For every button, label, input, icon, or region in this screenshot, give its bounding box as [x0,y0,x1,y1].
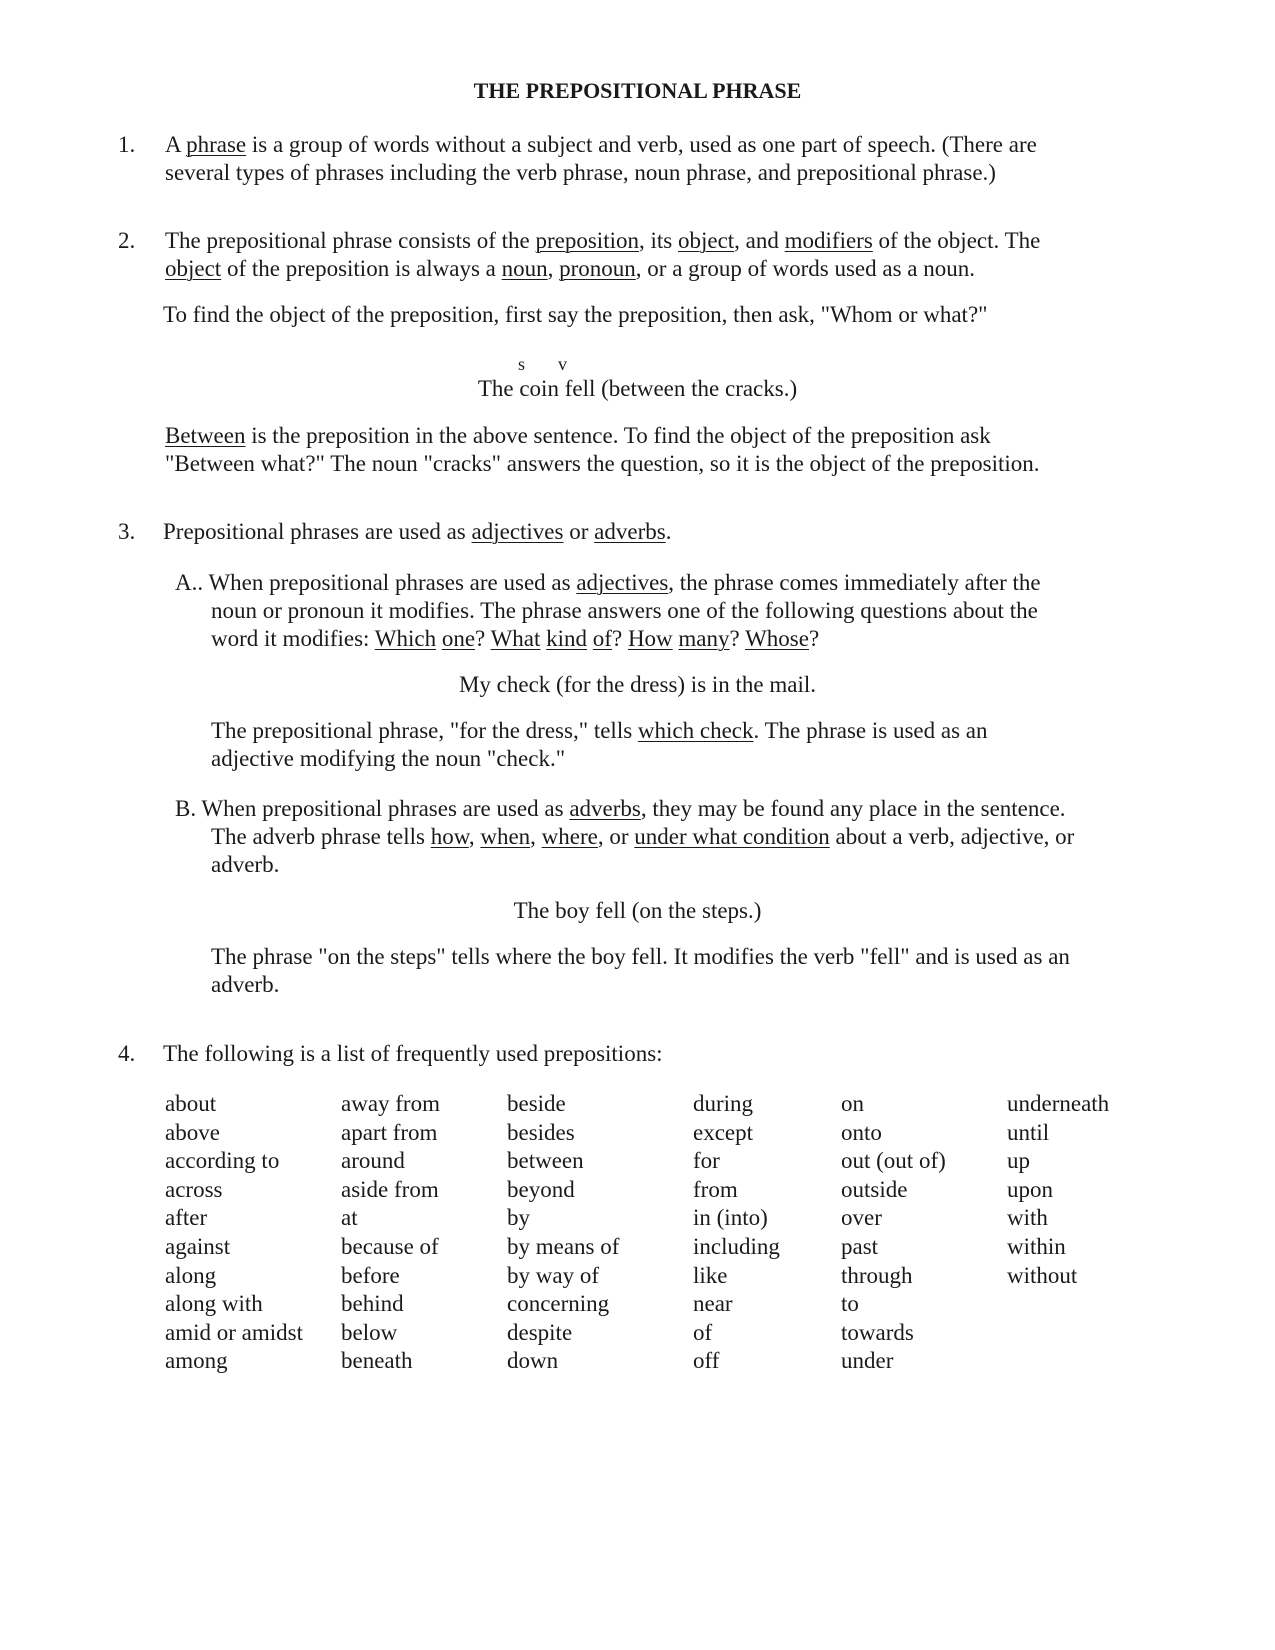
s4-line1: The following is a list of frequently used prepositions: [163,1041,663,1066]
preposition-item: of [693,1319,713,1345]
preposition-item: between [507,1148,584,1174]
preposition-column-6 [1007,1090,1109,1290]
preposition-item: down [507,1348,559,1374]
preposition-item: besides [507,1119,575,1145]
preposition-item: upon [1007,1176,1053,1202]
term-phrase: phrase [186,132,247,157]
item-number-3: 3. [118,519,136,544]
s2-example-sentence: The coin fell (between the cracks.) [477,376,798,401]
preposition-item: on [841,1091,864,1116]
preposition-item: within [1007,1233,1066,1259]
subject-marker: s [518,354,526,374]
preposition-item: according to [165,1148,280,1174]
preposition-item: behind [341,1291,404,1317]
s2-explanation-line2: "Between what?" The noun "cracks" answers the question, so it is the object of the preposition. [165,451,1040,476]
preposition-item: for [693,1148,720,1174]
preposition-item: onto [841,1119,882,1145]
s3-line1: Prepositional phrases are used as adjectives or adverbs. [163,519,672,544]
preposition-item: along [165,1262,217,1288]
s3b-explanation-line2: adverb. [211,972,280,997]
preposition-item: to [841,1291,859,1317]
preposition-item: along with [165,1291,263,1317]
preposition-item: in (into) [693,1205,768,1231]
preposition-item: aside from [341,1176,439,1202]
preposition-item: by means of [507,1233,620,1259]
preposition-item: across [165,1176,223,1202]
s3a-explanation-line1: The prepositional phrase, "for the dress," tells which check. The phrase is used as an [211,718,988,743]
s2-line1: The prepositional phrase consists of the preposition, its object, and modifiers of the object. The [165,228,1041,253]
s2-find-instruction: To find the object of the preposition, first say the preposition, then ask, "Whom or what?" [163,302,988,327]
preposition-item: despite [507,1319,573,1345]
page-title: THE PREPOSITIONAL PHRASE [473,78,802,103]
preposition-item: among [165,1348,228,1374]
preposition-item: against [165,1233,231,1259]
preposition-item: above [165,1119,220,1145]
preposition-item: at [341,1205,358,1231]
preposition-column-4 [693,1090,780,1376]
s3a-line2: noun or pronoun it modifies. The phrase answers one of the following questions about the [211,598,1038,623]
s3b-line3: adverb. [211,852,280,877]
s2-line2: object of the preposition is always a noun, pronoun, or a group of words used as a noun. [165,256,975,281]
preposition-column-2 [341,1090,440,1376]
preposition-column-1 [165,1090,303,1376]
preposition-item: towards [841,1319,914,1345]
preposition-item: beyond [507,1176,575,1202]
preposition-item: before [341,1262,400,1288]
preposition-item: beside [507,1091,566,1116]
preposition-item: through [841,1262,913,1288]
s3b-explanation-line1: The phrase "on the steps" tells where the boy fell. It modifies the verb "fell" and is used as an [211,944,1070,969]
preposition-item: until [1007,1119,1050,1145]
preposition-item: except [693,1119,754,1145]
preposition-item: out (out of) [841,1148,946,1174]
preposition-item: beneath [341,1348,413,1374]
s3a-line3: word it modifies: Which one? What kind of? How many? Whose? [211,626,820,651]
preposition-item: with [1007,1205,1048,1231]
preposition-column-3 [507,1090,619,1376]
item-number-1: 1. [118,132,136,157]
preposition-item: by [507,1205,530,1231]
preposition-column-5 [841,1090,946,1376]
preposition-item: below [341,1319,398,1345]
preposition-item: up [1007,1148,1030,1174]
preposition-item: without [1007,1262,1078,1288]
preposition-item: over [841,1205,882,1231]
s1-line1: A phrase is a group of words without a subject and verb, used as one part of speech. (There are [165,132,1037,157]
s3a-example-sentence: My check (for the dress) is in the mail. [458,672,817,697]
preposition-item: from [693,1176,738,1202]
preposition-item: including [693,1233,780,1259]
preposition-item: by way of [507,1262,599,1288]
preposition-item: after [165,1205,208,1231]
preposition-item: off [693,1348,720,1374]
preposition-item: under [841,1348,894,1374]
item-number-2: 2. [118,228,136,253]
s3a-line1: A.. When prepositional phrases are used as adjectives, the phrase comes immediately after the [175,570,1041,595]
verb-marker: v [558,354,567,374]
item-number-4: 4. [118,1041,136,1066]
preposition-item: outside [841,1176,908,1202]
s2-explanation-line1: Between is the preposition in the above sentence. To find the object of the preposition ask [165,423,991,448]
preposition-item: past [841,1233,879,1259]
s3a-explanation-line2: adjective modifying the noun "check." [211,746,566,771]
preposition-item: like [693,1262,728,1288]
s3b-line1: B. When prepositional phrases are used as adverbs, they may be found any place in the sentence. [175,796,1066,821]
preposition-item: amid or amidst [165,1319,303,1345]
s3b-example-sentence: The boy fell (on the steps.) [513,898,762,923]
preposition-item: around [341,1148,405,1174]
preposition-item: near [693,1291,733,1317]
s1-line2: several types of phrases including the verb phrase, noun phrase, and prepositional phrase.) [165,160,996,185]
preposition-item: because of [341,1233,439,1259]
preposition-item: apart from [341,1119,438,1145]
preposition-item: away from [341,1091,440,1116]
preposition-item: concerning [507,1291,610,1317]
s3b-line2: The adverb phrase tells how, when, where, or under what condition about a verb, adjective, or [211,824,1075,849]
preposition-item: about [165,1091,217,1116]
preposition-item: underneath [1007,1091,1110,1116]
preposition-item: during [693,1091,754,1116]
